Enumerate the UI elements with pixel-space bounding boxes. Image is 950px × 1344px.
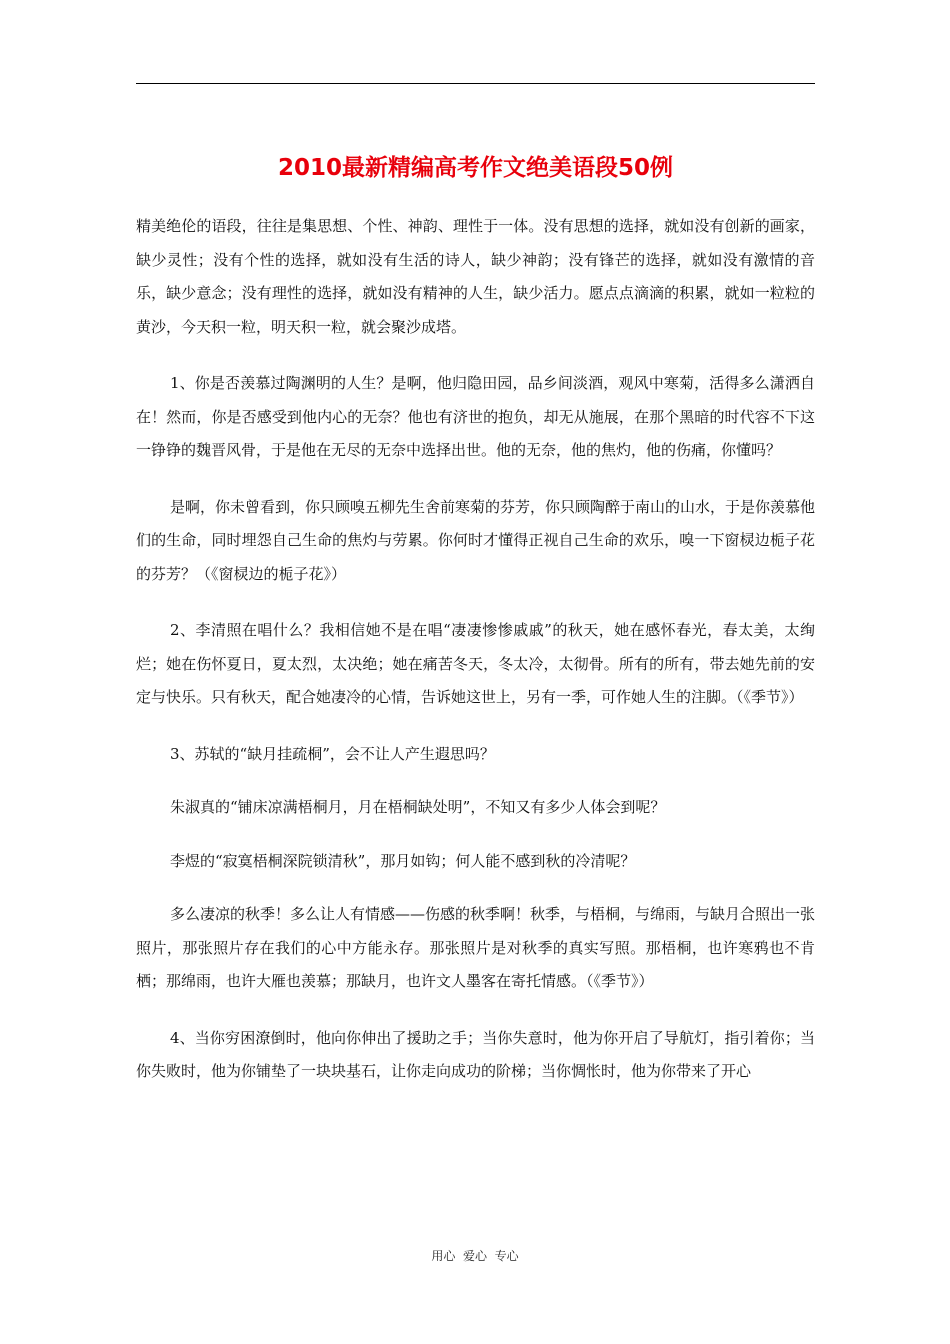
paragraph-1: 1、你是否羡慕过陶渊明的人生？是啊，他归隐田园，品乡间淡酒，观风中寒菊，活得多么潇洒自在！然而，你是否感受到他内心的无奈？他也有济世的抱负，却无从施展，在那个黑暗的时代容不下这一铮铮的魏晋风骨，于是他在无尽的无奈中选择出世。他的无奈，他的焦灼，他的伤痛，你懂吗？ [136, 374, 815, 459]
document-title: 2010最新精编高考作文绝美语段50例 [277, 155, 674, 181]
header-rule [136, 83, 815, 84]
paragraph-6: 李煜的“寂寞梧桐深院锁清秋”，那月如钩；何人能不感到秋的冷清呢？ [170, 851, 636, 870]
paragraph-8: 4、当你穷困潦倒时，他向你伸出了援助之手；当你失意时，他为你开启了导航灯，指引着你；当你失败时，他为你铺垫了一块块基石，让你走向成功的阶梯；当你惆怅时，他为你带来了开心 [136, 1028, 815, 1080]
paragraph-2: 是啊，你未曾看到，你只顾嗅五柳先生舍前寒菊的芬芳，你只顾陶醉于南山的山水，于是你羡慕他们的生命，同时埋怨自己生命的焦灼与劳累。你何时才懂得正视自己生命的欢乐，嗅一下窗棂边栀子花的芬芳？（《窗棂边的栀子花》） [136, 497, 816, 583]
paragraph-4: 3、苏轼的“缺月挂疏桐”，会不让人产生遐思吗？ [170, 744, 495, 763]
paragraph-3: 2、李清照在唱什么？我相信她不是在唱“凄凄惨惨戚戚”的秋天，她在感怀春光，春太美，太绚烂；她在伤怀夏日，夏太烈，太决绝；她在痛苦冬天，冬太冷，太彻骨。所有的所有，带去她先前的安定与快乐。只有秋天，配合她凄冷的心情，告诉她这世上，另有一季，可作她人生的注脚。（《季节》） [136, 621, 815, 706]
paragraph-7: 多么凄凉的秋季！多么让人有情感——伤感的秋季啊！秋季，与梧桐，与绵雨，与缺月合照出一张照片，那张照片存在我们的心中方能永存。那张照片是对秋季的真实写照。那梧桐，也许寒鸦也不肯栖；那绵雨，也许大雁也羡慕；那缺月，也许文人墨客在寄托情感。（《季节》） [136, 905, 816, 990]
document-body [136, 210, 815, 1112]
intro-paragraph: 精美绝伦的语段，往往是集思想、个性、神韵、理性于一体。没有思想的选择，就如没有创新的画家，缺少灵性；没有个性的选择，就如没有生活的诗人，缺少神韵；没有锋芒的选择，就如没有激情的音乐，缺少意念；没有理性的选择，就如没有精神的人生，缺少活力。愿点点滴滴的积累，就如一粒粒的黄沙，今天积一粒，明天积一粒，就会聚沙成塔。 [136, 217, 815, 336]
paragraph-5: 朱淑真的“铺床凉满梧桐月，月在梧桐缺处明”，不知又有多少人体会到呢？ [170, 798, 666, 816]
page-footer: 用心 爱心 专心 [431, 1249, 519, 1263]
